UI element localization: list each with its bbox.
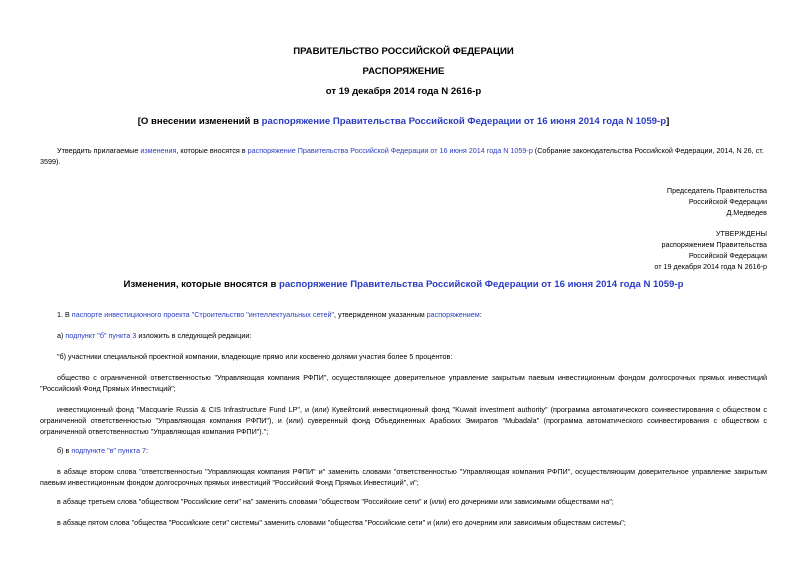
doc-title-pre: [О внесении изменений в	[137, 116, 262, 127]
approved-label: УТВЕРЖДЕНЫ	[715, 229, 767, 238]
approved-by: распоряжением Правительства	[661, 240, 767, 249]
changes-title-link[interactable]: распоряжение Правительства Российской Федерации от 16 июня 2014 года N 1059-р	[279, 279, 684, 290]
paragraph-two-change-line1: в абзаце втором слова "ответственностью "Управляющая компания РФПИ" и" заменить словами "ответственностью "Управляющая компания РФПИ", осуществляющим доверительное управление закрытым	[57, 467, 767, 476]
item-b-post: :	[145, 446, 148, 455]
changes-link[interactable]: изменения	[140, 146, 177, 155]
subpoint-v-link[interactable]: подпункте "в" пункта 7	[71, 446, 146, 455]
approve-text-a: Утвердить прилагаемые	[57, 146, 141, 155]
paragraph-two-change-line2: паевым инвестиционным фондом долгосрочных прямых инвестиций "Российский Фонд Прямых Инвестиций", и";	[40, 478, 419, 487]
quote-b: "б) участники специальной проектной компании, владеющие прямо или косвенно долями участия более 5 процентов:	[57, 352, 453, 361]
fund-paragraph-line2: ограниченной ответственностью "Управляющая компания РФПИ"), и (или) суверенный фонд Объединенных Арабских Эмиратов "Mubadala" (программа автоматического соинвестирования с обществом с	[40, 416, 767, 425]
item-a-post: изложить в следующей редакции:	[136, 331, 252, 340]
subpoint-b-link[interactable]: подпункт "б" пункта 3	[65, 331, 137, 340]
order-1059-link[interactable]: распоряжение Правительства Российской Федерации от 16 июня 2014 года N 1059-р	[247, 146, 533, 155]
signature-name: Д.Медведев	[726, 208, 767, 217]
doc-title	[0, 116, 807, 127]
paragraph-three-change: в абзаце третьем слова "обществом "Российские сети" на" заменить словами "обществом "Российские сети" и (или) его дочерними или зависимыми обществами на";	[57, 497, 614, 506]
doc-date-number: от 19 декабря 2014 года N 2616-р	[325, 86, 482, 97]
signature-country: Российской Федерации	[688, 197, 767, 206]
approve-paragraph-line2: 3599).	[40, 157, 61, 166]
item-b	[57, 446, 148, 457]
approve-paragraph-line1	[57, 146, 764, 157]
approve-text-c: (Собрание законодательства Российской Федерации, 2014, N 26, ст.	[532, 146, 764, 155]
doc-title-link[interactable]: распоряжение Правительства Российской Федерации от 16 июня 2014 года N 1059-р	[261, 116, 667, 127]
approved-country: Российской Федерации	[688, 251, 767, 260]
order-link[interactable]: распоряжением	[426, 310, 480, 319]
doc-title-post: ]	[666, 116, 670, 127]
item-a-pre: а)	[57, 331, 66, 340]
item-1-text-b: , утвержденном указанным	[334, 310, 427, 319]
signature-position: Председатель Правительства	[666, 186, 767, 195]
fund-paragraph-line3: ограниченной ответственностью "Управляющая компания РФПИ").";	[40, 427, 269, 436]
item-1-text-a: 1. В	[57, 310, 72, 319]
changes-title-pre: Изменения, которые вносятся в	[123, 279, 280, 290]
project-passport-link[interactable]: паспорте инвестиционного проекта "Строительство "интеллектуальных сетей"	[71, 310, 335, 319]
item-1-text-c: :	[479, 310, 482, 319]
changes-title	[0, 279, 807, 290]
item-b-pre: б) в	[57, 446, 72, 455]
org-paragraph-line2: "Российский Фонд Прямых Инвестиций";	[40, 384, 176, 393]
item-a	[57, 331, 251, 342]
approved-date: от 19 декабря 2014 года N 2616-р	[654, 262, 767, 271]
approve-text-b: , которые вносятся в	[176, 146, 248, 155]
org-heading: ПРАВИТЕЛЬСТВО РОССИЙСКОЙ ФЕДЕРАЦИИ	[293, 46, 514, 57]
paragraph-five-change: в абзаце пятом слова "общества "Российские сети" системы" заменить словами "общества "Российские сети" и (или) его дочерним или зависимым обществам системы";	[57, 518, 626, 527]
doc-type-heading: РАСПОРЯЖЕНИЕ	[362, 66, 445, 77]
org-paragraph-line1: общество с ограниченной ответственностью "Управляющая компания РФПИ", осуществляющее доверительное управление закрытым паевым инвестиционным фондом долгосрочных прямых инвестиций	[57, 373, 767, 382]
fund-paragraph-line1: инвестиционный фонд "Macquarie Russia & CIS Infrastructure Fund LP", и (или) Кувейтский инвестиционный фонд "Kuwait investment authority" (программа автоматического соинвестирования с обществом с	[57, 405, 767, 414]
item-1	[57, 310, 482, 321]
